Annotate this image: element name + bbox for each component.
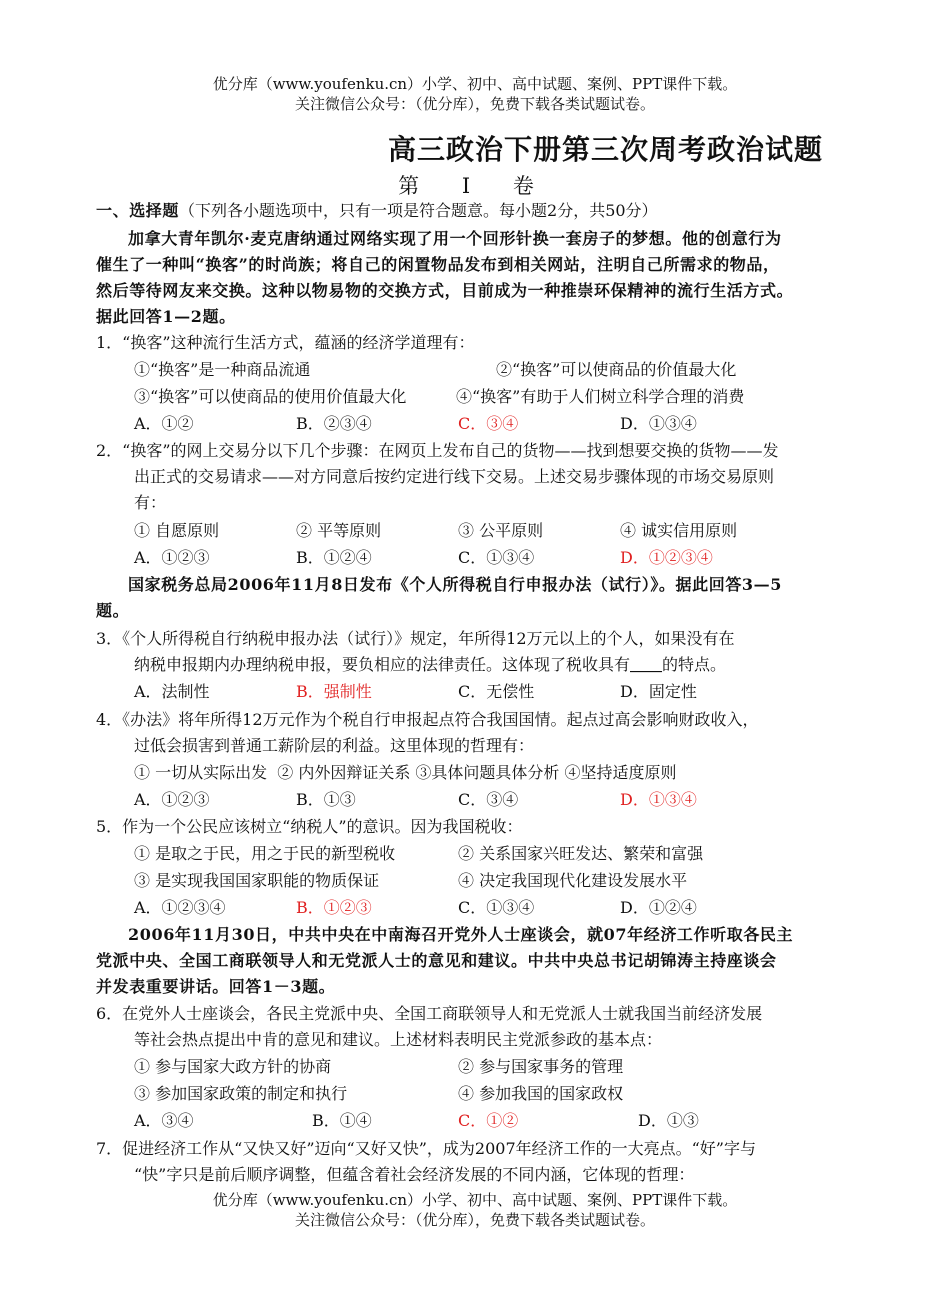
q4-option-b: B．①③: [296, 790, 356, 809]
q6-option-c-answer: C．①②: [458, 1111, 519, 1130]
q6-item: ③ 参加国家政策的制定和执行: [134, 1084, 348, 1103]
q4-option-a: A．①②③: [134, 790, 210, 809]
material-3-line: 并发表重要讲话。回答1－3题。: [96, 977, 336, 996]
q4-option-c: C．③④: [458, 790, 519, 809]
q5-option-c: C．①③④: [458, 898, 535, 917]
q2-stem: 2．“换客”的网上交易分以下几个步骤：在网页上发布自己的货物——找到想要交换的货物——发: [96, 441, 779, 460]
q6-option-b: B．①④: [312, 1111, 372, 1130]
q2-stem: 有：: [134, 493, 167, 512]
material-1-line: 加拿大青年凯尔·麦克唐纳通过网络实现了用一个回形针换一套房子的梦想。他的创意行为: [128, 229, 782, 248]
header-line-1: 优分库（www.youfenku.cn）小学、初中、高中试题、案例、PPT课件下载。: [212, 75, 738, 93]
q3-blank: ＿＿: [630, 655, 663, 674]
q3-option-a: A．法制性: [134, 682, 210, 701]
q5-item: ① 是取之于民，用之于民的新型税收: [134, 844, 396, 863]
q6-item: ④ 参加我国的国家政权: [458, 1084, 624, 1103]
q6-item: ② 参与国家事务的管理: [458, 1057, 624, 1076]
q1-stem: 1．“换客”这种流行生活方式，蕴涵的经济学道理有：: [96, 333, 475, 352]
q6-option-a: A．③④: [134, 1111, 194, 1130]
volume-label: 第 Ⅰ 卷: [398, 174, 552, 198]
q5-option-b-answer: B．①②③: [296, 898, 372, 917]
q6-stem: 等社会热点提出中肯的意见和建议。上述材料表明民主党派参政的基本点：: [134, 1030, 663, 1049]
q2-item: ④ 诚实信用原则: [620, 521, 738, 540]
q1-item: ④“换客”有助于人们树立科学合理的消费: [456, 387, 745, 406]
q5-stem: 5．作为一个公民应该树立“纳税人”的意识。因为我国税收：: [96, 817, 523, 836]
q1-option-b: B．②③④: [296, 414, 372, 433]
q3-option-c: C．无偿性: [458, 682, 535, 701]
q2-option-a: A．①②③: [134, 548, 210, 567]
q1-option-a: A．①②: [134, 414, 194, 433]
footer-line-2: 关注微信公众号：（优分库），免费下载各类试题试卷。: [294, 1211, 655, 1229]
q2-item: ② 平等原则: [296, 521, 382, 540]
q4-items: ① 一切从实际出发 ② 内外因辩证关系 ③具体问题具体分析 ④坚持适度原则: [134, 763, 677, 782]
q7-stem: 7．促进经济工作从“又快又好”迈向“又好又快”，成为2007年经济工作的一大亮点。“好”字与: [96, 1139, 756, 1158]
q4-stem: 4．《办法》将年所得12万元作为个税自行申报起点符合我国国情。起点过高会影响财政收入，: [96, 710, 759, 729]
q4-option-d-answer: D．①③④: [620, 790, 697, 809]
q5-item: ② 关系国家兴旺发达、繁荣和富强: [458, 844, 704, 863]
q2-option-d-answer: D．①②③④: [620, 548, 713, 567]
q3-stem-text: 的特点。: [662, 655, 727, 674]
q5-option-a: A．①②③④: [134, 898, 226, 917]
q6-item: ① 参与国家大政方针的协商: [134, 1057, 332, 1076]
q2-option-c: C．①③④: [458, 548, 535, 567]
footer-line-1: 优分库（www.youfenku.cn）小学、初中、高中试题、案例、PPT课件下载。: [212, 1191, 738, 1209]
q5-item: ③ 是实现我国国家职能的物质保证: [134, 871, 380, 890]
material-3-line: 2006年11月30日，中共中央在中南海召开党外人士座谈会，就07年经济工作听取各民主: [128, 925, 794, 944]
q1-item: ①“换客”是一种商品流通: [134, 360, 311, 379]
q6-option-d: D．①③: [638, 1111, 699, 1130]
q1-option-c-answer: C．③④: [458, 414, 519, 433]
q5-option-d: D．①②④: [620, 898, 697, 917]
material-2-line: 国家税务总局2006年11月8日发布《个人所得税自行申报办法（试行）》。据此回答3—5: [128, 575, 782, 594]
page-title: 高三政治下册第三次周考政治试题: [388, 133, 824, 166]
q3-stem-2: [134, 652, 726, 678]
q7-stem: “快”字只是前后顺序调整，但蕴含着社会经济发展的不同内涵，它体现的哲理：: [134, 1165, 695, 1184]
header-line-2: 关注微信公众号：（优分库），免费下载各类试题试卷。: [294, 95, 655, 113]
q3-stem-text: 纳税申报期内办理纳税申报，要负相应的法律责任。这体现了税收具有: [134, 655, 631, 674]
q1-item: ②“换客”可以使商品的价值最大化: [496, 360, 737, 379]
material-2-line: 题。: [96, 601, 130, 620]
q6-stem: 6．在党外人士座谈会，各民主党派中央、全国工商联领导人和无党派人士就我国当前经济发展: [96, 1004, 763, 1023]
q1-option-d: D．①③④: [620, 414, 697, 433]
q3-stem: 3．《个人所得税自行纳税申报办法（试行）》规定，年所得12万元以上的个人，如果没有在: [96, 629, 735, 648]
section-note: （下列各小题选项中，只有一项是符合题意。每小题2分，共50分）: [179, 201, 658, 220]
q2-stem: 出正式的交易请求——对方同意后按约定进行线下交易。上述交易步骤体现的市场交易原则: [134, 467, 775, 486]
q5-item: ④ 决定我国现代化建设发展水平: [458, 871, 688, 890]
material-3-line: 党派中央、全国工商联领导人和无党派人士的意见和建议。中共中央总书记胡锦涛主持座谈会: [96, 951, 777, 970]
material-1-line: 然后等待网友来交换。这种以物易物的交换方式，目前成为一种推崇环保精神的流行生活方式。: [96, 281, 794, 300]
q3-option-b-answer: B．强制性: [296, 682, 372, 701]
q4-stem: 过低会损害到普通工薪阶层的利益。这里体现的哲理有：: [134, 736, 535, 755]
section-label: 一、选择题: [96, 201, 180, 220]
q3-option-d: D．固定性: [620, 682, 697, 701]
section-heading: [96, 198, 658, 224]
material-1-line: 据此回答1—2题。: [96, 307, 236, 326]
q1-item: ③“换客”可以使商品的使用价值最大化: [134, 387, 407, 406]
q2-option-b: B．①②④: [296, 548, 372, 567]
q2-item: ① 自愿原则: [134, 521, 220, 540]
material-1-line: 催生了一种叫“换客”的时尚族；将自己的闲置物品发布到相关网站，注明自己所需求的物品，: [96, 255, 780, 274]
q2-item: ③ 公平原则: [458, 521, 544, 540]
